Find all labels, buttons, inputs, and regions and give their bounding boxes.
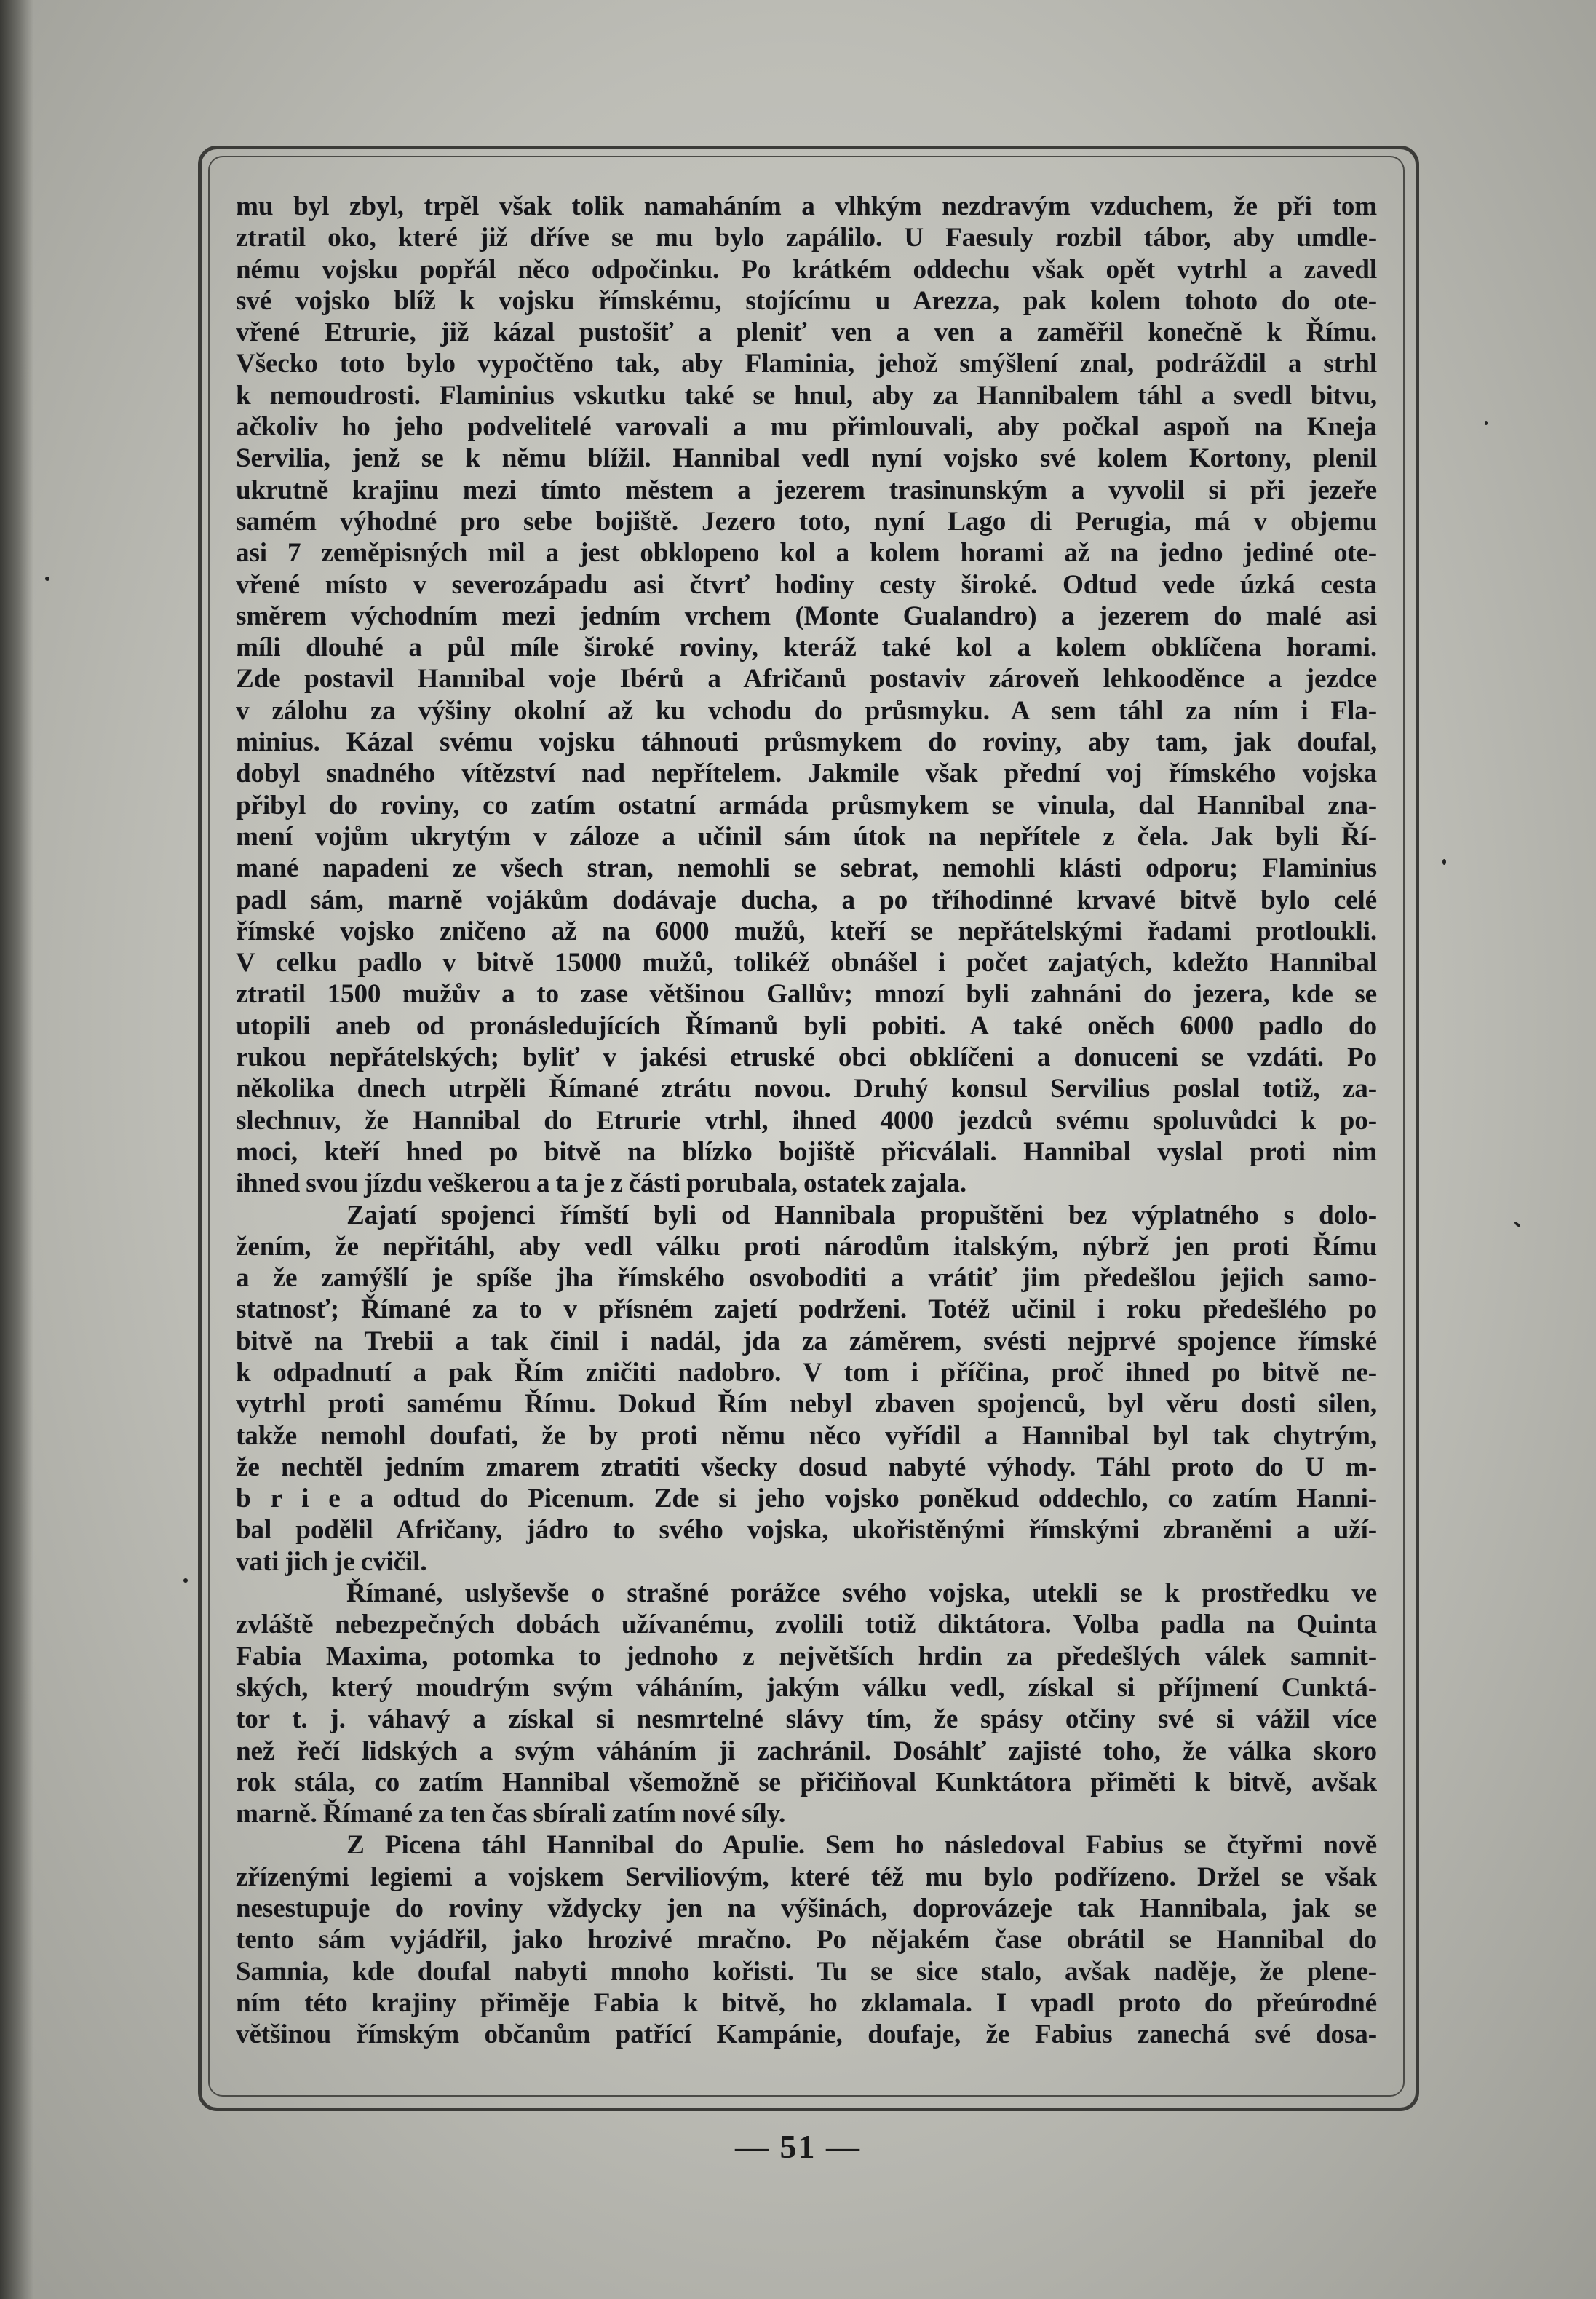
text-line: vati jich je cvičil. [236, 1546, 427, 1577]
text-line: k nemoudrosti. Flaminius vskutku také se hnul, aby za Hannibalem táhl a svedl bitvu, [236, 380, 1377, 411]
text-line: ukrutně krajinu mezi tímto městem a jezerem trasinunským a vyvolil si při jezeře [236, 475, 1377, 505]
text-line: rukou nepřátelských; byliť v jakési etruské obci obklíčeni a donuceni se vzdáti. Po [236, 1042, 1377, 1073]
text-line: mu byl zbyl, trpěl však tolik namaháním a vlhkým nezdravým vzduchem, že při tom [236, 191, 1377, 221]
text-line: bitvě na Trebii a tak činil i nadál, jda za záměrem, svésti nejprvé spojence římské [236, 1326, 1377, 1356]
body-text [236, 191, 1377, 2051]
text-line: žením, že nepřitáhl, aby vedl válku proti národům italským, nýbrž jen proti Římu [236, 1231, 1377, 1262]
text-line: statnosť; Římané za to v přísném zajetí podrženi. Totéž učinil i roku předešlého po [236, 1294, 1377, 1325]
text-line: Fabia Maxima, potomka to jednoho z největších hrdin za předešlých válek samnit- [236, 1641, 1377, 1671]
scan-speck [183, 1578, 188, 1583]
text-line: tento sám vyjádřil, jako hrozivé mračno. Po nějakém čase obrátil se Hannibal do [236, 1925, 1377, 1955]
text-line: vytrhl proti samému Římu. Dokud Řím nebyl zbaven spojenců, byl věru dosti silen, [236, 1389, 1377, 1420]
binding-shadow [0, 0, 33, 2299]
text-line: Samnia, kde doufal nabyti mnoho kořisti. Tu se sice stalo, avšak naděje, že plene- [236, 1956, 1377, 1987]
text-line: minius. Kázal svému vojsku táhnouti průsmykem do roviny, aby tam, jak doufal, [236, 727, 1377, 758]
scan-speck [45, 577, 49, 581]
scan-speck [1485, 421, 1488, 425]
page-number: — 51 — [735, 2128, 861, 2165]
text-line: Z Picena táhl Hannibal do Apulie. Sem ho následoval Fabius se čtyřmi nově [346, 1830, 1377, 1861]
text-line: mení vojům ukrytým v záloze a učinil sám útok na nepřítele z čela. Jak byli Ří- [236, 821, 1377, 852]
scan-speck [1442, 859, 1446, 865]
text-line: římské vojsko zničeno až na 6000 mužů, kteří se nepřátelskými řadami protloukli. [236, 916, 1377, 946]
text-line: než řečí lidských a svým váháním ji zachránil. Dosáhlť zajisté toho, že válka skoro [236, 1736, 1377, 1766]
text-line: většinou římským občanům patřící Kampánie, doufaje, že Fabius zanechá své dosa- [236, 2019, 1377, 2050]
text-line: nesestupuje do roviny vždycky jen na výšinách, doprovázeje tak Hannibala, jak se [236, 1894, 1377, 1924]
text-line: moci, kteří hned po bitvě na blízko bojiště přicválali. Hannibal vyslal proti nim [236, 1136, 1377, 1167]
text-line: V celku padlo v bitvě 15000 mužů, tolikéž obnášel i počet zajatých, kdežto Hannibal [236, 948, 1377, 978]
text-line: že nechtěl jedním zmarem ztratiti všecky dosud nabyté výhody. Táhl proto do U m- [236, 1452, 1377, 1482]
text-line: míli dlouhé a půl míle široké roviny, kteráž také kol a kolem obklíčena horami. [236, 633, 1377, 663]
text-line: marně. Římané za ten čas sbírali zatím nové síly. [236, 1799, 786, 1829]
text-line: vřené Etrurie, již kázal pustošiť a pleniť ven a ven a zaměřil konečně k Římu. [236, 317, 1377, 348]
text-line: ztratil oko, které již dříve se mu bylo zapálilo. U Faesuly rozbil tábor, aby umdle- [236, 223, 1377, 253]
text-line: vřené místo v severozápadu asi čtvrť hodiny cesty široké. Odtud vede úzká cesta [236, 569, 1377, 600]
text-line: rok stála, co zatím Hannibal všemožně se přičiňoval Kunktátora přiměti k bitvě, avšak [236, 1767, 1377, 1797]
text-line: Zajatí spojenci římští byli od Hannibala propuštěni bez výplatného s dolo- [346, 1200, 1377, 1230]
text-line: slechnuv, že Hannibal do Etrurie vtrhl, ihned 4000 jezdců svému spoluvůdci k po- [236, 1105, 1377, 1136]
text-line: několika dnech utrpěli Římané ztrátu novou. Druhý konsul Servilius poslal totiž, za- [236, 1074, 1377, 1104]
text-line: ihned svou jízdu veškerou a ta je z části porubala, ostatek zajala. [236, 1168, 967, 1199]
text-line: směrem východním mezi jedním vrchem (Monte Gualandro) a jezerem do malé asi [236, 601, 1377, 631]
text-line: mané napadeni ze všech stran, nemohli se sebrat, nemohli klásti odporu; Flaminius [236, 853, 1377, 884]
text-line: ním této krajiny přiměje Fabia k bitvě, ho zklamala. I vpadl proto do přeúrodné [236, 1987, 1377, 2018]
text-line: ztratil 1500 mužův a to zase většinou Gallův; mnozí byli zahnáni do jezera, kde se [236, 979, 1377, 1010]
text-line: své vojsko blíž k vojsku římskému, stojícímu u Arezza, pak kolem tohoto do ote- [236, 285, 1377, 316]
text-line: zřízenými legiemi a vojskem Serviliovým, které též mu bylo podřízeno. Držel se však [236, 1861, 1377, 1892]
text-line: tor t. j. váhavý a získal si nesmrtelné slávy tím, že spásy otčiny své si vážil více [236, 1704, 1377, 1735]
text-line: takže nemohl doufati, že by proti němu něco vyřídil a Hannibal byl tak chytrým, [236, 1420, 1377, 1451]
text-line: k odpadnutí a pak Řím zničiti nadobro. V tom i příčina, proč ihned po bitvě ne- [236, 1357, 1377, 1388]
text-line: nému vojsku popřál něco odpočinku. Po krátkém oddechu však opět vytrhl a zavedl [236, 254, 1377, 285]
text-line: Servilia, jenž se k němu blížil. Hannibal vedl nyní vojsko své kolem Kortony, plenil [236, 443, 1377, 474]
text-line: dobyl snadného vítězství nad nepřítelem. Jakmile však přední voj římského vojska [236, 759, 1377, 789]
text-line: ačkoliv ho jeho podvelitelé varovali a mu přimlouvali, aby počkal aspoň na Kneja [236, 412, 1377, 443]
text-line: samém výhodné pro sebe bojiště. Jezero toto, nyní Lago di Perugia, má v objemu [236, 506, 1377, 537]
text-line: ských, který moudrým svým váháním, jakým válku vedl, získal si příjmení Cunktá- [236, 1672, 1377, 1703]
text-line: utopili aneb od pronásledujících Římanů byli pobiti. A také oněch 6000 padlo do [236, 1010, 1377, 1041]
text-line: bal podělil Afričany, jádro to svého vojska, ukořistěnými římskými zbraněmi a uží- [236, 1515, 1377, 1546]
text-line: Všecko toto bylo vypočtěno tak, aby Flaminia, jehož smýšlení znal, podráždil a strhl [236, 349, 1377, 379]
text-line: přibyl do roviny, co zatím ostatní armáda průsmykem se vinula, dal Hannibal zna- [236, 790, 1377, 820]
text-line: zvláště nebezpečných dobách užívanému, zvolili totiž diktátora. Volba padla na Quinta [236, 1610, 1377, 1640]
text-line: a že zamýšlí je spíše jha římského osvoboditi a vrátiť jim předešlou jejich samo- [236, 1263, 1377, 1294]
text-line: padl sám, marně vojákům dodávaje ducha, a po tříhodinné krvavé bitvě bylo celé [236, 885, 1377, 915]
text-line: Římané, uslyševše o strašné porážce svého vojska, utekli se k prostředku ve [346, 1578, 1377, 1609]
text-line: v zálohu za výšiny okolní až ku vchodu do průsmyku. A sem táhl za ním i Fla- [236, 695, 1377, 726]
text-line: b r i e a odtud do Picenum. Zde si jeho vojsko poněkud oddechlo, co zatím Hanni- [236, 1484, 1377, 1514]
text-line: asi 7 zeměpisných mil a jest obklopeno kol a kolem horami až na jedno jediné ote- [236, 538, 1377, 569]
text-line: Zde postavil Hannibal voje Ibérů a Afričanů postaviv zároveň lehkooděnce a jezdce [236, 664, 1377, 695]
